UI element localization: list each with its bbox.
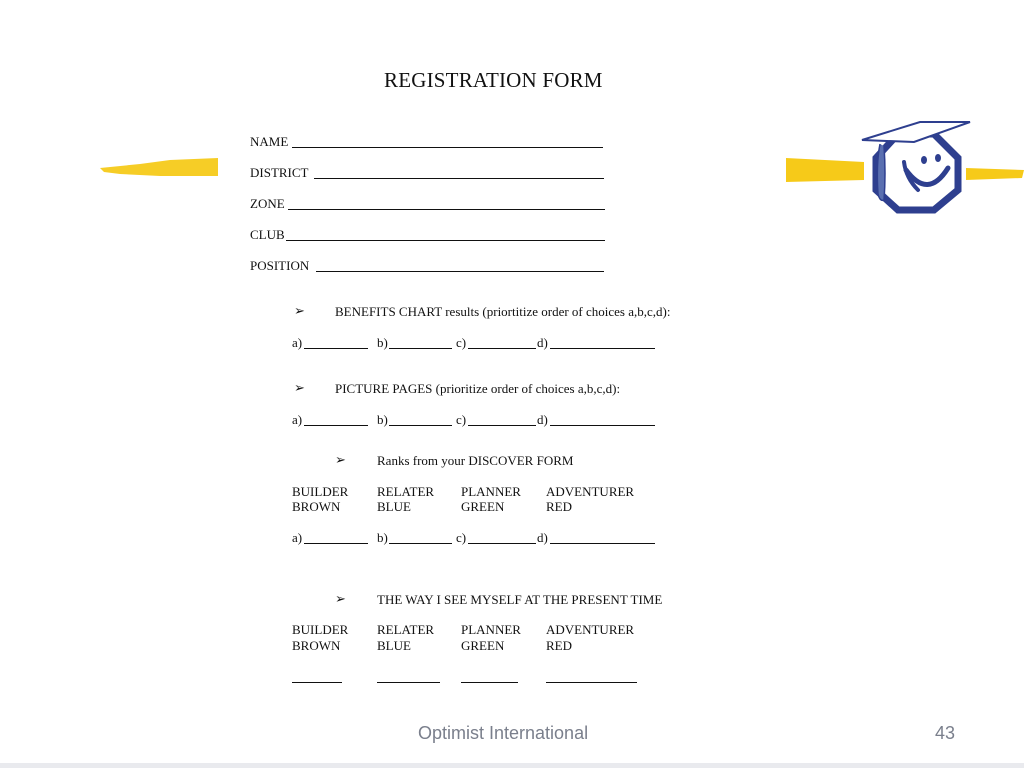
benefits-choice-c: c) xyxy=(456,335,467,350)
discover-choice-c: c) xyxy=(456,530,467,545)
benefits-line-d xyxy=(550,348,655,349)
discover-color-red: RED xyxy=(546,499,572,514)
pictures-line-d xyxy=(550,425,655,426)
discover-line-c xyxy=(468,543,536,544)
pictures-line-c xyxy=(468,425,536,426)
pictures-choice-b: b) xyxy=(377,412,388,427)
myself-color-brown: BROWN xyxy=(292,638,341,653)
field-label-district: DISTRICT xyxy=(250,165,309,180)
pictures-line-b xyxy=(389,425,452,426)
bullet-arrow-icon: ➢ xyxy=(335,591,346,606)
name-line xyxy=(292,147,603,148)
bullet-arrow-icon: ➢ xyxy=(294,303,305,318)
benefits-line-a xyxy=(304,348,368,349)
benefits-heading: BENEFITS CHART results (priortitize order of choices a,b,c,d): xyxy=(335,304,671,319)
myself-type-builder: BUILDER xyxy=(292,622,349,637)
district-line xyxy=(314,178,604,179)
myself-color-red: RED xyxy=(546,638,572,653)
field-label-name: NAME xyxy=(250,134,289,149)
discover-type-planner: PLANNER xyxy=(461,484,521,499)
discover-type-relater: RELATER xyxy=(377,484,435,499)
discover-choice-b: b) xyxy=(377,530,388,545)
discover-color-blue: BLUE xyxy=(377,499,411,514)
pictures-choice-a: a) xyxy=(292,412,303,427)
bullet-arrow-icon: ➢ xyxy=(335,452,346,467)
pictures-heading: PICTURE PAGES (prioritize order of choices a,b,c,d): xyxy=(335,381,621,396)
discover-color-brown: BROWN xyxy=(292,499,341,514)
field-label-position: POSITION xyxy=(250,258,310,273)
myself-type-relater: RELATER xyxy=(377,622,435,637)
benefits-choice-d: d) xyxy=(537,335,548,350)
myself-type-planner: PLANNER xyxy=(461,622,521,637)
myself-line-planner xyxy=(461,682,518,683)
club-line xyxy=(286,240,605,241)
field-label-zone: ZONE xyxy=(250,196,285,211)
myself-color-green: GREEN xyxy=(461,638,505,653)
discover-choice-a: a) xyxy=(292,530,303,545)
myself-line-relater xyxy=(377,682,440,683)
form-title: REGISTRATION FORM xyxy=(384,68,603,92)
discover-heading: Ranks from your DISCOVER FORM xyxy=(377,453,574,468)
discover-type-builder: BUILDER xyxy=(292,484,349,499)
myself-heading: THE WAY I SEE MYSELF AT THE PRESENT TIME xyxy=(377,592,663,607)
footer-organization: Optimist International xyxy=(418,723,589,743)
benefits-choice-a: a) xyxy=(292,335,303,350)
benefits-choice-b: b) xyxy=(377,335,388,350)
discover-line-d xyxy=(550,543,655,544)
myself-line-builder xyxy=(292,682,342,683)
bullet-arrow-icon: ➢ xyxy=(294,380,305,395)
benefits-line-b xyxy=(389,348,452,349)
myself-color-blue: BLUE xyxy=(377,638,411,653)
discover-line-b xyxy=(389,543,452,544)
discover-color-green: GREEN xyxy=(461,499,505,514)
myself-type-adventurer: ADVENTURER xyxy=(546,622,635,637)
page-number: 43 xyxy=(935,723,956,743)
position-line xyxy=(316,271,604,272)
zone-line xyxy=(288,209,605,210)
pictures-line-a xyxy=(304,425,368,426)
discover-choice-d: d) xyxy=(537,530,548,545)
benefits-line-c xyxy=(468,348,536,349)
myself-line-adventurer xyxy=(546,682,637,683)
pictures-choice-c: c) xyxy=(456,412,467,427)
pictures-choice-d: d) xyxy=(537,412,548,427)
discover-type-adventurer: ADVENTURER xyxy=(546,484,635,499)
field-label-club: CLUB xyxy=(250,227,285,242)
discover-line-a xyxy=(304,543,368,544)
